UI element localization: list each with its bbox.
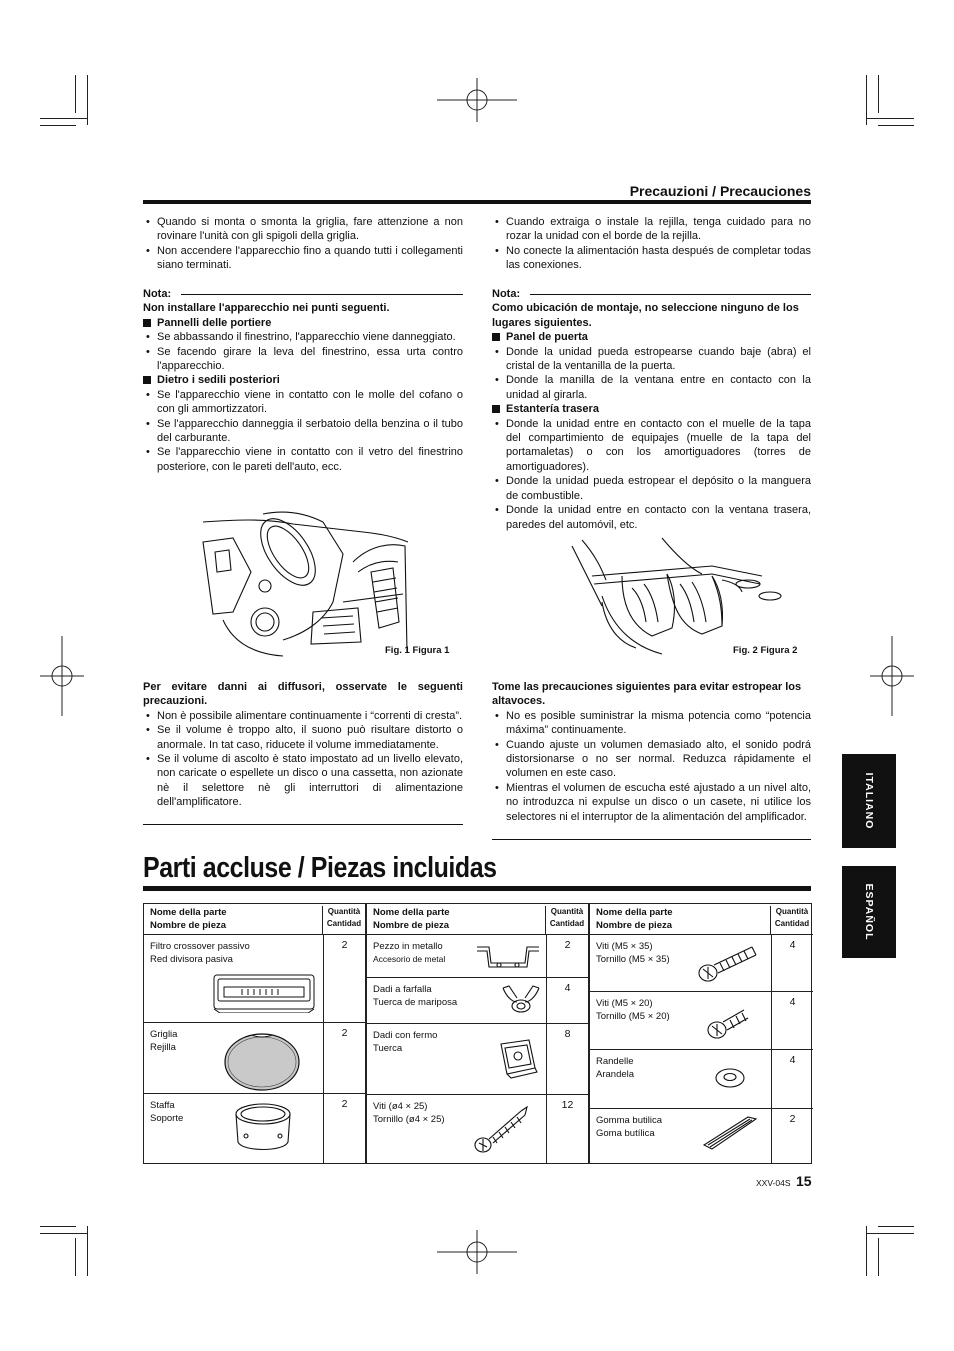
part-qty: 2	[771, 1109, 813, 1163]
part-name-es: Tornillo (M5 × 20)	[596, 1011, 670, 1022]
part-name-es: Tornillo (ø4 × 25)	[373, 1114, 445, 1125]
table-row	[590, 1109, 813, 1163]
header-qty-it: Quantità	[550, 907, 584, 916]
speaker-heading: Tome las precauciones siguientes para evitar estropear los altavoces.	[492, 681, 802, 708]
group-title: Pannelli delle portiere	[143, 316, 463, 330]
list-item: • Se il volume di ascolto è stato impostato ad un livello elevato, non caricate o espellete un disco o una cassetta, non azionate nè il selettore nè gli interruttori di alimentazione dell'amplificatore.	[143, 752, 463, 810]
part-name-it: Viti (M5 × 35)	[596, 941, 653, 952]
table-row	[367, 935, 588, 978]
registration-mark-right	[870, 636, 914, 716]
part-name-it: Pezzo in metallo	[373, 941, 443, 952]
list-item: • Donde la manilla de la ventana entre en contacto con la unidad al girarla.	[492, 373, 811, 402]
figure-2-caption: Fig. 2 Figura 2	[733, 645, 798, 656]
tab-label: ESPAÑOL	[863, 883, 875, 941]
part-qty: 8	[546, 1024, 588, 1094]
left-nota-block	[143, 287, 463, 474]
parts-title: Parti accluse / Piezas incluidas	[143, 852, 497, 884]
registration-mark-bottom	[437, 1230, 517, 1274]
part-name-it: Dadi con fermo	[373, 1030, 438, 1041]
left-speaker-block	[143, 680, 463, 810]
metal-piece-icon	[475, 939, 541, 973]
part-name-es: Accesorio de metal	[373, 954, 446, 964]
part-name-es: Soporte	[150, 1113, 184, 1124]
list-item: • Donde la unidad pueda estropear el depósito o la manguera de combustible.	[492, 474, 811, 503]
grille-icon	[222, 1029, 302, 1091]
butyl-rubber-icon	[702, 1115, 760, 1151]
part-qty: 2	[323, 1094, 365, 1163]
header-name-es: Nombre de pieza	[596, 920, 673, 931]
part-name-es: Rejilla	[150, 1042, 176, 1053]
header-name-es: Nombre de pieza	[150, 920, 227, 931]
parts-column-2	[365, 904, 588, 1163]
list-item: • No es posible suministrar la misma potencia como “potencia máxima” continuamente.	[492, 709, 811, 738]
table-row	[367, 978, 588, 1024]
nota-rule	[530, 294, 811, 295]
table-row	[144, 1094, 365, 1163]
table-row	[590, 992, 813, 1050]
table-row	[367, 1024, 588, 1095]
tab-espanol[interactable]	[842, 866, 896, 958]
list-item: • Donde la unidad entre en contacto con el muelle de la tapa del compartimiento de equipajes (muelle de la tapa del portamaletas) o con los amortiguadores (torres de amortiguadores).	[492, 417, 811, 475]
header-name-it: Nome della parte	[596, 907, 673, 918]
group-title: Estantería trasera	[492, 402, 811, 416]
part-qty: 2	[323, 1023, 365, 1093]
part-qty: 2	[546, 935, 588, 977]
left-column-bottom-rule	[143, 824, 463, 825]
part-name-it: Filtro crossover passivo	[150, 941, 250, 952]
header-name-it: Nome della parte	[150, 907, 227, 918]
model-code: XXV-04S	[756, 1178, 791, 1188]
right-speaker-block	[492, 680, 811, 824]
part-name-it: Griglia	[150, 1029, 178, 1040]
short-screw-icon	[706, 1004, 750, 1042]
nota-label: Nota:	[492, 288, 521, 300]
part-name-es: Tuerca de mariposa	[373, 997, 458, 1008]
part-qty: 4	[771, 935, 813, 991]
registration-mark-left	[40, 636, 84, 716]
parts-column-1	[144, 904, 365, 1163]
list-item: • Non è possibile alimentare continuamente i “correnti di cresta”.	[143, 709, 463, 723]
table-row	[367, 1095, 588, 1163]
group-title: Dietro i sedili posteriori	[143, 373, 463, 387]
figure-1-caption: Fig. 1 Figura 1	[385, 645, 450, 656]
part-name-it: Viti (M5 × 20)	[596, 998, 653, 1009]
list-item: • Se abbassando il finestrino, l'apparecchio viene danneggiato.	[143, 330, 463, 344]
nota-heading: Como ubicación de montaje, no seleccione ninguno de los lugares siguientes.	[492, 302, 799, 329]
header-name-es: Nombre de pieza	[373, 920, 450, 931]
list-item: • Donde la unidad pueda estropearse cuando baje (abra) el cristal de la ventanilla de la puerta.	[492, 345, 811, 374]
left-top-bullets	[143, 215, 463, 273]
list-item: • Se l'apparecchio danneggia il serbatoio della benzina o il tubo del carburante.	[143, 417, 463, 446]
part-name-it: Dadi a farfalla	[373, 984, 432, 995]
table-header	[144, 904, 365, 935]
list-item: • Quando si monta o smonta la griglia, fare attenzione a non rovinare l'unità con gli spigoli della griglia.	[143, 215, 463, 244]
list-item: • Cuando ajuste un volumen demasiado alto, el sonido podrá distorsionarse o no ser normal. Reduzca rápidamente el volumen en este caso.	[492, 738, 811, 781]
washer-icon	[714, 1066, 746, 1090]
nota-rule	[181, 294, 463, 295]
tab-italiano[interactable]	[842, 754, 896, 848]
registration-mark-top	[437, 78, 517, 122]
wing-nut-icon	[499, 984, 543, 1018]
nota-heading: Non installare l'apparecchio nei punti seguenti.	[143, 302, 390, 315]
part-qty: 2	[323, 935, 365, 1022]
part-name-it: Viti (ø4 × 25)	[373, 1101, 428, 1112]
list-item: • Se l'apparecchio viene in contatto con le molle del cofano o con gli ammortizzatori.	[143, 388, 463, 417]
list-item: • Non accendere l'apparecchio fino a quando tutti i collegamenti siano terminati.	[143, 244, 463, 273]
header-qty-it: Quantità	[327, 907, 361, 916]
header-qty-es: Cantidad	[774, 919, 810, 928]
table-header	[590, 904, 813, 935]
part-qty: 4	[771, 992, 813, 1049]
part-name-es: Tornillo (M5 × 35)	[596, 954, 670, 965]
parts-table	[143, 903, 812, 1164]
clip-nut-icon	[495, 1038, 539, 1082]
speaker-heading: Per evitare danni ai diffusori, osservate le seguenti precauzioni.	[143, 681, 463, 708]
nota-label: Nota:	[143, 288, 172, 300]
figure-1-door-panel-illustration	[193, 502, 413, 660]
table-row	[590, 1050, 813, 1109]
part-name-es: Red divisora pasiva	[150, 954, 233, 965]
list-item: • Se facendo girare la leva del finestrino, essa urta contro l'apparecchio.	[143, 345, 463, 374]
table-row	[144, 935, 365, 1023]
list-item: • Donde la unidad entre en contacto con la ventana trasera, paredes del automóvil, etc.	[492, 503, 811, 532]
right-column-bottom-rule	[492, 839, 811, 840]
part-qty: 4	[771, 1050, 813, 1108]
part-name-es: Arandela	[596, 1069, 635, 1080]
part-qty: 12	[546, 1095, 588, 1163]
list-item: • Se l'apparecchio viene in contatto con il vetro del finestrino posteriore, con le pareti dell'auto, ecc.	[143, 445, 463, 474]
header-qty-it: Quantità	[775, 907, 809, 916]
parts-column-3	[588, 904, 813, 1163]
table-row	[590, 935, 813, 992]
right-nota-block	[492, 287, 811, 532]
header-qty-es: Cantidad	[549, 919, 585, 928]
header-qty-es: Cantidad	[326, 919, 362, 928]
list-item: • Cuando extraiga o instale la rejilla, tenga cuidado para no rozar la unidad con el borde de la rejilla.	[492, 215, 811, 244]
tab-label: ITALIANO	[863, 772, 875, 830]
table-row	[144, 1023, 365, 1094]
figure-2-rear-deck-illustration	[562, 536, 782, 660]
part-name-it: Staffa	[150, 1100, 175, 1111]
bracket-ring-icon	[232, 1100, 294, 1158]
crossover-filter-icon	[212, 971, 318, 1013]
list-item: • Mientras el volumen de escucha esté ajustado a un nivel alto, no introduzca ni expulse un disco o un casete, ni utilice los selectores ni el interruptor de la alimentación del amplificador.	[492, 781, 811, 824]
part-name-es: Tuerca	[373, 1043, 403, 1054]
table-header	[367, 904, 588, 935]
part-name-it: Randelle	[596, 1056, 634, 1067]
part-name-es: Goma butílica	[596, 1128, 655, 1139]
section-rule	[143, 200, 811, 204]
list-item: • Se il volume è troppo alto, il suono può risultare distorto o anormale. In tat caso, riducete il volume immediatamente.	[143, 723, 463, 752]
part-qty: 4	[546, 978, 588, 1023]
left-column	[143, 215, 463, 273]
long-screw-icon	[696, 943, 760, 985]
header-name-it: Nome della parte	[373, 907, 450, 918]
right-column	[492, 215, 811, 273]
section-title: Precauzioni / Precauciones	[629, 183, 811, 199]
list-item: • No conecte la alimentación hasta después de completar todas las conexiones.	[492, 244, 811, 273]
parts-title-rule	[143, 886, 811, 891]
page-number: 15	[796, 1173, 812, 1189]
part-name-it: Gomma butilica	[596, 1115, 662, 1126]
tapping-screw-icon	[471, 1105, 529, 1157]
group-title: Panel de puerta	[492, 330, 811, 344]
